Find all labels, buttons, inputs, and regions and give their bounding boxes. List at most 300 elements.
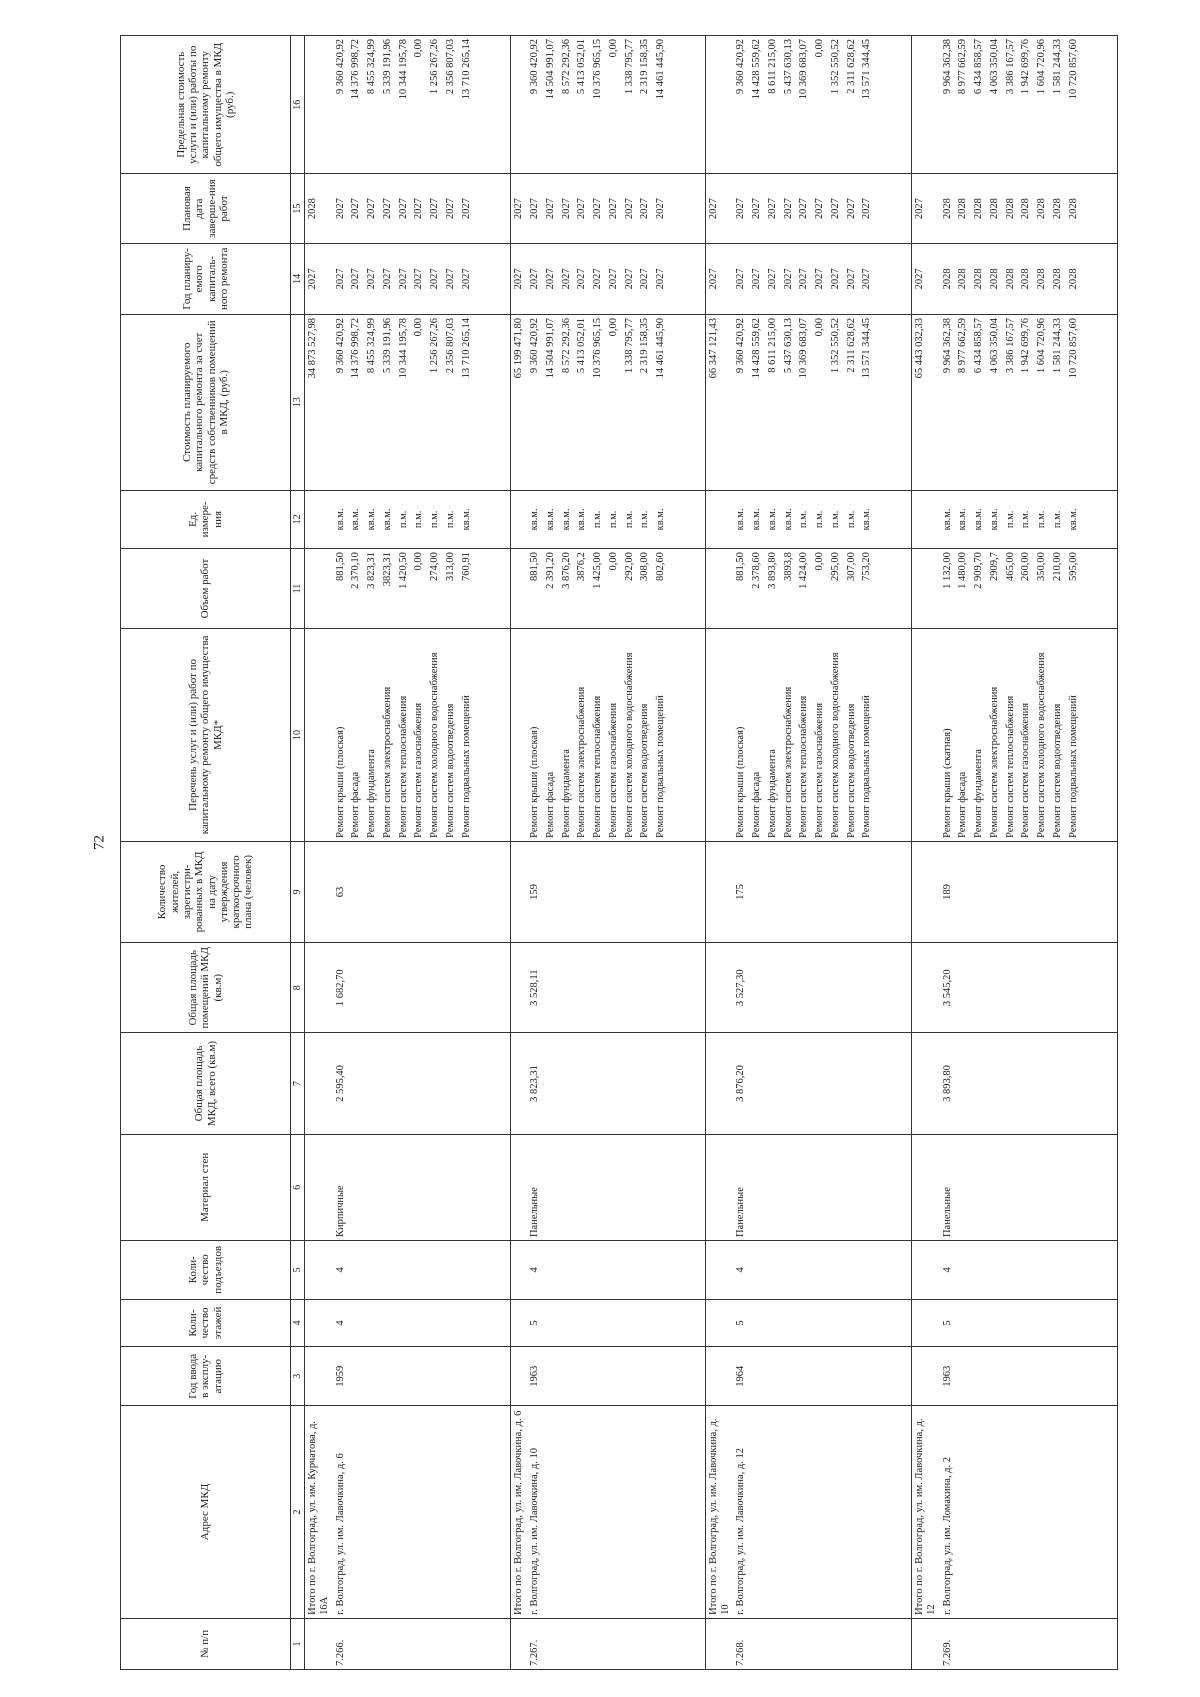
work-cost: 8 611 215,00 xyxy=(765,314,781,490)
empty-cell xyxy=(364,1618,380,1669)
empty-cell xyxy=(828,841,844,942)
work-cost: 1 352 550,52 xyxy=(828,314,844,490)
empty-cell xyxy=(765,1299,781,1347)
work-end-date: 2027 xyxy=(364,174,380,243)
empty-cell xyxy=(955,1618,971,1669)
empty-cell xyxy=(669,841,706,942)
empty-cell xyxy=(511,1033,527,1134)
empty-cell xyxy=(396,1406,412,1619)
work-cost: 14 461 445,90 xyxy=(653,314,669,490)
work-end-date: 2027 xyxy=(749,174,765,243)
work-volume: 753,20 xyxy=(859,549,875,629)
work-volume: 1 424,00 xyxy=(796,549,812,629)
group-spacer xyxy=(875,36,912,1670)
group-spacer xyxy=(474,36,511,1670)
work-unit: п.м. xyxy=(396,490,412,549)
empty-cell xyxy=(749,943,765,1033)
empty-cell xyxy=(411,943,427,1033)
empty-cell xyxy=(1034,1618,1050,1669)
work-end-date: 2027 xyxy=(411,174,427,243)
empty-cell xyxy=(559,1241,575,1300)
work-end-date: 2028 xyxy=(955,174,971,243)
work-limit-cost: 5 413 052,01 xyxy=(574,36,590,174)
work-end-date: 2027 xyxy=(348,174,364,243)
work-end-date: 2028 xyxy=(971,174,987,243)
wall-material: Панельные xyxy=(527,1134,543,1240)
empty-cell xyxy=(1066,1033,1082,1134)
table-row xyxy=(781,36,797,1670)
work-year: 2028 xyxy=(940,243,956,314)
work-name: Ремонт систем водоотведения xyxy=(443,628,459,841)
empty-cell xyxy=(474,841,511,942)
work-unit: кв.м. xyxy=(781,490,797,549)
work-name: Ремонт систем электроснабжения xyxy=(987,628,1003,841)
empty-cell xyxy=(653,943,669,1033)
work-volume: 3 893,80 xyxy=(765,549,781,629)
empty-cell xyxy=(443,841,459,942)
work-year: 2027 xyxy=(574,243,590,314)
empty-cell xyxy=(427,1134,443,1240)
work-year: 2027 xyxy=(796,243,812,314)
empty-cell xyxy=(669,1033,706,1134)
empty-cell xyxy=(380,943,396,1033)
work-volume: 0,00 xyxy=(411,549,427,629)
total-area: 2 595,40 xyxy=(333,1033,349,1134)
empty-cell xyxy=(1081,490,1118,549)
empty-cell xyxy=(875,628,912,841)
column-header-4: Коли-чество этажей xyxy=(121,1299,291,1347)
work-end-date: 2027 xyxy=(380,174,396,243)
empty-cell xyxy=(987,943,1003,1033)
empty-cell xyxy=(1066,943,1082,1033)
empty-cell xyxy=(705,1241,733,1300)
work-cost: 10 720 857,60 xyxy=(1066,314,1082,490)
row-number: 7.268. xyxy=(733,1618,749,1669)
work-volume: 881,50 xyxy=(333,549,349,629)
work-name: Ремонт подвальных помещений xyxy=(459,628,475,841)
empty-cell xyxy=(380,1033,396,1134)
work-limit-cost: 10 720 857,60 xyxy=(1066,36,1082,174)
empty-cell xyxy=(474,314,511,490)
empty-cell xyxy=(427,1347,443,1406)
empty-cell xyxy=(875,1134,912,1240)
empty-cell xyxy=(1066,1406,1082,1619)
work-name: Ремонт фундамента xyxy=(971,628,987,841)
empty-cell xyxy=(1081,1241,1118,1300)
work-end-date: 2027 xyxy=(333,174,349,243)
empty-cell xyxy=(411,1241,427,1300)
empty-cell xyxy=(474,1347,511,1406)
work-volume: 881,50 xyxy=(527,549,543,629)
empty-cell xyxy=(543,1406,559,1619)
empty-cell xyxy=(844,943,860,1033)
work-limit-cost: 2 311 628,62 xyxy=(844,36,860,174)
year-built: 1964 xyxy=(733,1347,749,1406)
row-number: 7.267. xyxy=(527,1618,543,1669)
work-cost: 1 604 720,96 xyxy=(1034,314,1050,490)
table-row xyxy=(348,36,364,1670)
empty-cell xyxy=(765,1134,781,1240)
work-unit: п.м. xyxy=(590,490,606,549)
work-limit-cost: 8 977 662,59 xyxy=(955,36,971,174)
empty-cell xyxy=(543,1347,559,1406)
work-volume: 295,00 xyxy=(828,549,844,629)
empty-cell xyxy=(590,943,606,1033)
empty-cell xyxy=(396,1033,412,1134)
column-number-11: 11 xyxy=(291,549,305,629)
table-row xyxy=(1066,36,1082,1670)
work-limit-cost: 1 256 267,26 xyxy=(427,36,443,174)
work-end-date: 2027 xyxy=(443,174,459,243)
work-name: Ремонт систем холодного водоснабжения xyxy=(427,628,443,841)
total-area: 3 823,31 xyxy=(527,1033,543,1134)
empty-cell xyxy=(380,1618,396,1669)
empty-cell xyxy=(859,1406,875,1619)
empty-cell xyxy=(637,1406,653,1619)
empty-cell xyxy=(459,1618,475,1669)
work-unit: кв.м. xyxy=(364,490,380,549)
empty-cell xyxy=(796,1618,812,1669)
work-unit: кв.м. xyxy=(459,490,475,549)
empty-cell xyxy=(765,1618,781,1669)
empty-cell xyxy=(859,1347,875,1406)
empty-cell xyxy=(669,549,706,629)
empty-cell xyxy=(828,1347,844,1406)
work-cost: 9 964 362,38 xyxy=(940,314,956,490)
empty-cell xyxy=(1003,1241,1019,1300)
empty-cell xyxy=(859,841,875,942)
work-volume: 3876,2 xyxy=(574,549,590,629)
rooms-area: 3 527,30 xyxy=(733,943,749,1033)
empty-cell xyxy=(474,549,511,629)
work-end-date: 2027 xyxy=(590,174,606,243)
work-volume: 308,00 xyxy=(637,549,653,629)
empty-cell xyxy=(669,174,706,243)
empty-cell xyxy=(875,1033,912,1134)
work-volume: 1 480,00 xyxy=(955,549,971,629)
empty-cell xyxy=(749,1241,765,1300)
work-volume: 3 823,31 xyxy=(364,549,380,629)
empty-cell xyxy=(912,1033,940,1134)
work-year: 2027 xyxy=(443,243,459,314)
empty-cell xyxy=(705,36,733,174)
work-year: 2027 xyxy=(765,243,781,314)
empty-cell xyxy=(1034,1406,1050,1619)
work-cost: 14 428 559,62 xyxy=(749,314,765,490)
work-name: Ремонт систем газоснабжения xyxy=(606,628,622,841)
empty-cell xyxy=(606,1241,622,1300)
empty-cell xyxy=(1034,1241,1050,1300)
empty-cell xyxy=(859,1033,875,1134)
work-name: Ремонт крыши (скатная) xyxy=(940,628,956,841)
empty-cell xyxy=(859,1618,875,1669)
empty-cell xyxy=(971,1406,987,1619)
empty-cell xyxy=(971,1033,987,1134)
work-name: Ремонт систем электроснабжения xyxy=(380,628,396,841)
total-address: Итого по г. Волгоград, ул. им. Лавочкина, д. 10 xyxy=(705,1406,733,1619)
empty-cell xyxy=(396,943,412,1033)
work-name: Ремонт систем водоотведения xyxy=(1050,628,1066,841)
empty-cell xyxy=(796,1347,812,1406)
empty-cell xyxy=(859,1299,875,1347)
work-cost: 5 339 191,96 xyxy=(380,314,396,490)
empty-cell xyxy=(781,1618,797,1669)
work-cost: 4 063 350,04 xyxy=(987,314,1003,490)
empty-cell xyxy=(971,1134,987,1240)
empty-cell xyxy=(1081,243,1118,314)
work-unit: кв.м. xyxy=(653,490,669,549)
empty-cell xyxy=(396,1347,412,1406)
empty-cell xyxy=(812,1618,828,1669)
empty-cell xyxy=(796,841,812,942)
empty-cell xyxy=(574,1241,590,1300)
empty-cell xyxy=(396,1299,412,1347)
total-year: 2027 xyxy=(912,243,940,314)
empty-cell xyxy=(812,1299,828,1347)
empty-cell xyxy=(1003,1033,1019,1134)
rotated-table-sheet xyxy=(120,35,1180,1670)
table-row xyxy=(765,36,781,1670)
empty-cell xyxy=(828,1033,844,1134)
empty-cell xyxy=(971,943,987,1033)
rooms-area: 3 528,11 xyxy=(527,943,543,1033)
work-name: Ремонт фасада xyxy=(749,628,765,841)
work-unit: кв.м. xyxy=(765,490,781,549)
empty-cell xyxy=(511,490,527,549)
empty-cell xyxy=(812,1134,828,1240)
empty-cell xyxy=(396,1618,412,1669)
empty-cell xyxy=(765,841,781,942)
empty-cell xyxy=(796,1241,812,1300)
work-year: 2027 xyxy=(653,243,669,314)
empty-cell xyxy=(971,1618,987,1669)
empty-cell xyxy=(622,943,638,1033)
total-area: 3 876,20 xyxy=(733,1033,749,1134)
empty-cell xyxy=(875,36,912,174)
work-end-date: 2027 xyxy=(559,174,575,243)
empty-cell xyxy=(559,1033,575,1134)
column-header-16: Предельная стоимость услуги и (или) работы по капитальному ремонту общего имущества в МКД (руб.) xyxy=(121,36,291,174)
empty-cell xyxy=(1018,841,1034,942)
empty-cell xyxy=(1081,1134,1118,1240)
building-address: г. Волгоград, ул. им. Лавочкина, д. 10 xyxy=(527,1406,543,1619)
empty-cell xyxy=(637,1033,653,1134)
empty-cell xyxy=(875,549,912,629)
empty-cell xyxy=(796,1134,812,1240)
empty-cell xyxy=(669,36,706,174)
work-end-date: 2027 xyxy=(653,174,669,243)
empty-cell xyxy=(653,1299,669,1347)
table-row xyxy=(622,36,638,1670)
work-cost: 0,00 xyxy=(812,314,828,490)
empty-cell xyxy=(305,841,333,942)
work-cost: 10 376 965,15 xyxy=(590,314,606,490)
work-unit: п.м. xyxy=(622,490,638,549)
empty-cell xyxy=(912,1299,940,1347)
num-cell xyxy=(912,1618,940,1669)
table-row xyxy=(828,36,844,1670)
residents-count: 175 xyxy=(733,841,749,942)
work-year: 2027 xyxy=(622,243,638,314)
work-year: 2027 xyxy=(559,243,575,314)
empty-cell xyxy=(474,174,511,243)
work-cost: 2 311 628,62 xyxy=(844,314,860,490)
work-year: 2027 xyxy=(459,243,475,314)
work-volume: 802,60 xyxy=(653,549,669,629)
work-name: Ремонт подвальных помещений xyxy=(653,628,669,841)
work-volume: 1 420,50 xyxy=(396,549,412,629)
work-volume: 350,00 xyxy=(1034,549,1050,629)
work-cost: 5 413 052,01 xyxy=(574,314,590,490)
work-volume: 292,00 xyxy=(622,549,638,629)
empty-cell xyxy=(705,1033,733,1134)
empty-cell xyxy=(705,841,733,942)
empty-cell xyxy=(411,1618,427,1669)
empty-cell xyxy=(653,841,669,942)
empty-cell xyxy=(844,1347,860,1406)
column-number-13: 13 xyxy=(291,314,305,490)
empty-cell xyxy=(305,549,333,629)
empty-cell xyxy=(364,841,380,942)
work-unit: п.м. xyxy=(1003,490,1019,549)
empty-cell xyxy=(749,841,765,942)
empty-cell xyxy=(812,1241,828,1300)
empty-cell xyxy=(987,1618,1003,1669)
work-end-date: 2027 xyxy=(781,174,797,243)
table-row xyxy=(653,36,669,1670)
empty-cell xyxy=(637,1618,653,1669)
work-limit-cost: 9 964 362,38 xyxy=(940,36,956,174)
empty-cell xyxy=(606,1406,622,1619)
work-limit-cost: 9 360 420,92 xyxy=(733,36,749,174)
empty-cell xyxy=(705,943,733,1033)
work-name: Ремонт систем теплоснабжения xyxy=(796,628,812,841)
work-limit-cost: 5 339 191,96 xyxy=(380,36,396,174)
empty-cell xyxy=(669,314,706,490)
empty-cell xyxy=(955,1033,971,1134)
empty-cell xyxy=(1018,943,1034,1033)
work-unit: кв.м. xyxy=(1066,490,1082,549)
empty-cell xyxy=(875,243,912,314)
empty-cell xyxy=(875,1618,912,1669)
work-name: Ремонт систем газоснабжения xyxy=(812,628,828,841)
empty-cell xyxy=(1050,1241,1066,1300)
work-name: Ремонт систем водоотведения xyxy=(637,628,653,841)
empty-cell xyxy=(987,1033,1003,1134)
table-row xyxy=(1050,36,1066,1670)
empty-cell xyxy=(427,1406,443,1619)
work-year: 2028 xyxy=(1034,243,1050,314)
empty-cell xyxy=(606,841,622,942)
empty-cell xyxy=(443,1406,459,1619)
work-cost: 14 504 991,07 xyxy=(543,314,559,490)
table-row xyxy=(574,36,590,1670)
empty-cell xyxy=(474,1299,511,1347)
empty-cell xyxy=(543,1033,559,1134)
empty-cell xyxy=(427,1241,443,1300)
header-row xyxy=(121,36,291,1670)
empty-cell xyxy=(443,943,459,1033)
work-year: 2027 xyxy=(380,243,396,314)
work-end-date: 2027 xyxy=(859,174,875,243)
empty-cell xyxy=(590,1299,606,1347)
floors-count: 4 xyxy=(333,1299,349,1347)
row-number: 7.269. xyxy=(940,1618,956,1669)
empty-cell xyxy=(459,1241,475,1300)
table-row xyxy=(1034,36,1050,1670)
work-unit: кв.м. xyxy=(380,490,396,549)
table-row xyxy=(955,36,971,1670)
empty-cell xyxy=(396,1241,412,1300)
empty-cell xyxy=(844,1241,860,1300)
total-row xyxy=(705,36,733,1670)
empty-cell xyxy=(765,1406,781,1619)
work-unit: п.м. xyxy=(427,490,443,549)
empty-cell xyxy=(653,1033,669,1134)
work-end-date: 2028 xyxy=(1018,174,1034,243)
empty-cell xyxy=(459,1134,475,1240)
work-cost: 13 571 344,45 xyxy=(859,314,875,490)
empty-cell xyxy=(669,243,706,314)
empty-cell xyxy=(812,1406,828,1619)
year-built: 1959 xyxy=(333,1347,349,1406)
work-volume: 2 378,60 xyxy=(749,549,765,629)
empty-cell xyxy=(653,1618,669,1669)
empty-cell xyxy=(987,1134,1003,1240)
column-header-10: Перечень услуг и (или) работ по капитальному ремонту общего имущества МКД* xyxy=(121,628,291,841)
entrances-count: 4 xyxy=(733,1241,749,1300)
empty-cell xyxy=(637,841,653,942)
empty-cell xyxy=(511,1241,527,1300)
column-header-8: Общая площадь помещений МКД (кв.м) xyxy=(121,943,291,1033)
empty-cell xyxy=(1050,1299,1066,1347)
table-row xyxy=(859,36,875,1670)
empty-cell xyxy=(1018,1299,1034,1347)
table-row xyxy=(1003,36,1019,1670)
empty-cell xyxy=(348,1347,364,1406)
empty-cell xyxy=(574,1618,590,1669)
empty-cell xyxy=(796,943,812,1033)
column-header-11: Объем работ xyxy=(121,549,291,629)
empty-cell xyxy=(590,1241,606,1300)
empty-cell xyxy=(1034,1347,1050,1406)
empty-cell xyxy=(987,841,1003,942)
column-number-row xyxy=(291,36,305,1670)
empty-cell xyxy=(1018,1241,1034,1300)
empty-cell xyxy=(622,1241,638,1300)
group-spacer xyxy=(669,36,706,1670)
empty-cell xyxy=(1066,1134,1082,1240)
work-name: Ремонт систем холодного водоснабжения xyxy=(622,628,638,841)
column-header-14: Год планиру-емого капиталь-ного ремонта xyxy=(121,243,291,314)
empty-cell xyxy=(669,1347,706,1406)
work-volume: 3893,8 xyxy=(781,549,797,629)
empty-cell xyxy=(427,841,443,942)
table-row xyxy=(590,36,606,1670)
column-header-13: Стоимость планируемого капитального ремонта за счет средств собственников помещений в МКД, (руб.) xyxy=(121,314,291,490)
work-unit: кв.м. xyxy=(987,490,1003,549)
empty-cell xyxy=(1081,1347,1118,1406)
empty-cell xyxy=(1050,1033,1066,1134)
empty-cell xyxy=(1081,314,1118,490)
empty-cell xyxy=(912,1134,940,1240)
empty-cell xyxy=(511,1134,527,1240)
empty-cell xyxy=(474,1033,511,1134)
work-year: 2027 xyxy=(637,243,653,314)
empty-cell xyxy=(765,1347,781,1406)
work-unit: п.м. xyxy=(443,490,459,549)
work-name: Ремонт фасада xyxy=(543,628,559,841)
